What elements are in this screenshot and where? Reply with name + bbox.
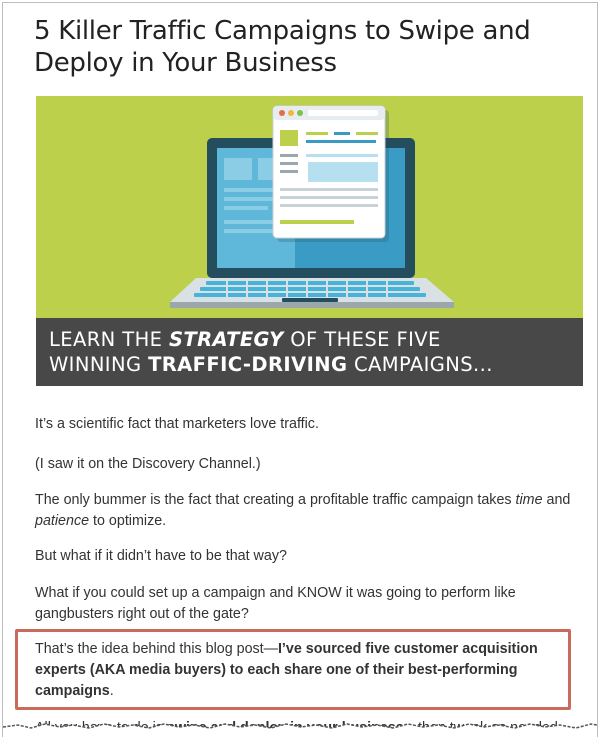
paragraph-2: (I saw it on the Discovery Channel.) [35, 456, 261, 472]
laptop-illustration [36, 96, 583, 318]
laptop-trackpad [282, 298, 338, 302]
article-frame [2, 2, 598, 737]
banner-caption [36, 318, 583, 386]
browser-close-dot [279, 110, 285, 116]
paragraph-1: It’s a scientific fact that marketers love traffic. [35, 416, 319, 432]
hero-banner [36, 96, 583, 386]
browser-minimize-dot [288, 110, 294, 116]
browser-maximize-dot [297, 110, 303, 116]
paragraph-4: But what if it didn’t have to be that way? [35, 548, 287, 564]
torn-paper-edge [3, 715, 598, 737]
paragraph-3: The only bummer is the fact that creating a profitable traffic campaign takes time and patience to optimize. [35, 492, 571, 529]
paragraph-5: What if you could set up a campaign and KNOW it was going to perform like gangbusters right out of the gate? [35, 585, 516, 622]
banner-caption-line1: LEARN THE STRATEGY OF THESE FIVE [49, 328, 441, 351]
article-title: 5 Killer Traffic Campaigns to Swipe and Deploy in Your Business [34, 16, 531, 78]
paragraph-6-highlighted: That’s the idea behind this blog post—I’ve sourced five customer acquisition experts (AKA media buyers) to each share one of their best-performing campaigns. [35, 641, 538, 699]
keyboard-keys [194, 281, 426, 297]
banner-caption-line2: WINNING TRAFFIC-DRIVING CAMPAIGNS... [49, 353, 493, 376]
